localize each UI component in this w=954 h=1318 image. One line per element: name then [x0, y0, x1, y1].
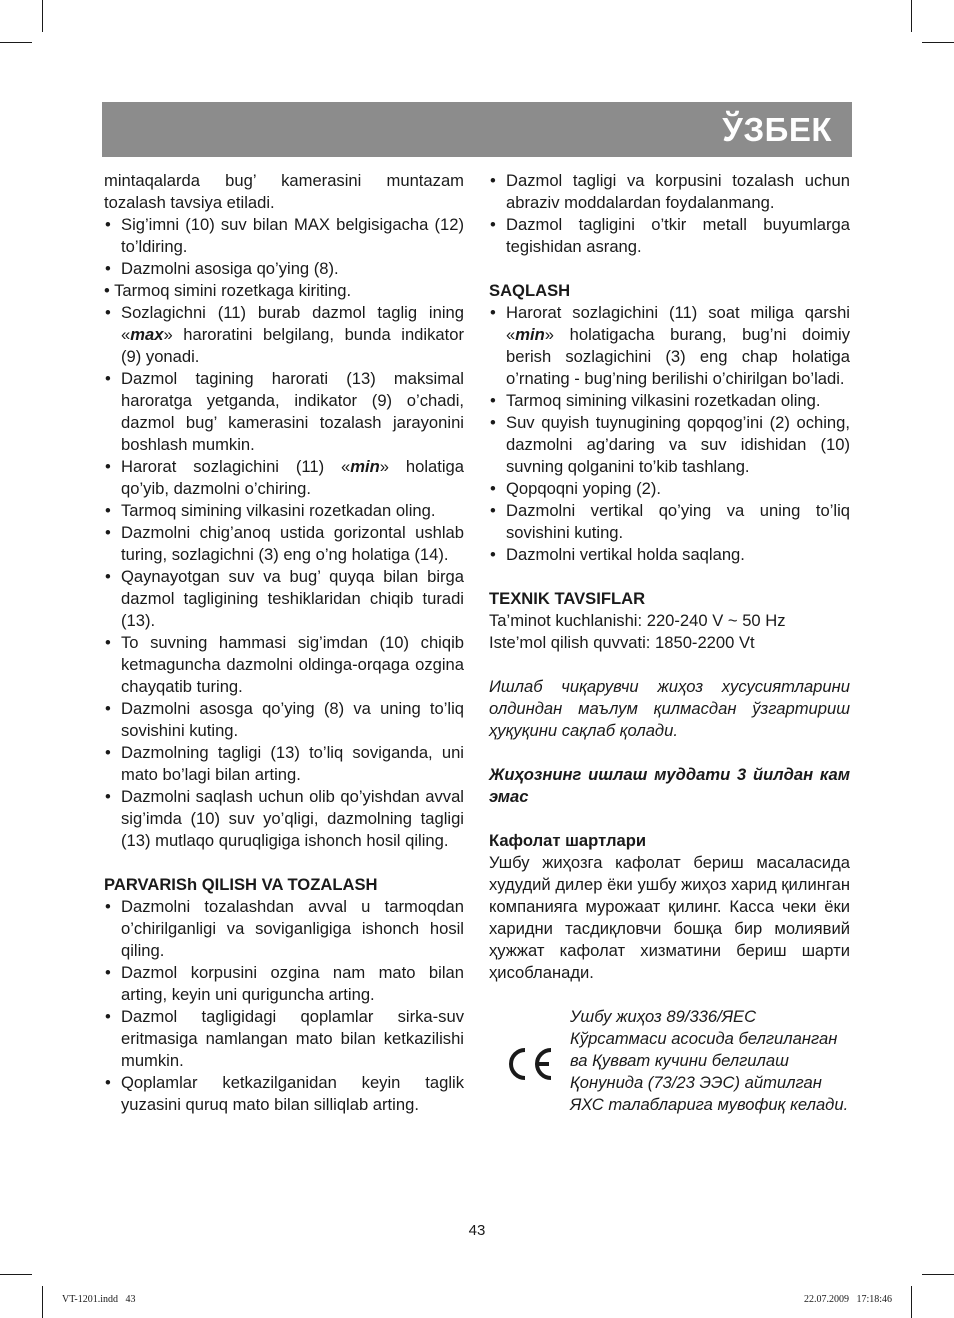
list-item-text: Sozlagichni (11) burab dazmol taglig ining «	[121, 303, 464, 344]
crop-mark	[0, 42, 32, 43]
list-item: • Dazmol tagligini o’tkir metall buyumlarga tegishidan asrang.	[489, 214, 850, 258]
instructions-list	[104, 214, 464, 280]
spec-voltage: Ta’minot kuchlanishi: 220-240 V ~ 50 Hz	[489, 611, 786, 630]
max-setting: max	[130, 325, 164, 344]
list-item: • Dazmolni asosga qo’ying (8) va uning to’liq sovishini kuting.	[104, 698, 464, 742]
list-item: • Qopqoqni yoping (2).	[489, 478, 850, 500]
list-item-text: Harorat sozlagichini (11) «	[121, 457, 351, 476]
list-item: • Dazmol tagining harorati (13) maksimal haroratga yetganda, indikator (9) o’chadi, dazmol bug’ kamerasini tozalash jarayonini boshlash mumkin.	[104, 368, 464, 456]
list-item: • Dazmol korpusini ozgina nam mato bilan arting, keyin uni quriguncha arting.	[104, 962, 464, 1006]
list-item: • Dazmolni vertikal qo’ying va uning to’liq sovishini kuting.	[489, 500, 850, 544]
list-item	[489, 302, 850, 390]
crop-mark	[922, 1274, 954, 1275]
language-title: ЎЗБЕК	[722, 111, 832, 148]
min-setting: min	[515, 325, 545, 344]
list-item: • Qoplamlar ketkazilganidan keyin taglik yuzasini quruq mato bilan silliqlab arting.	[104, 1072, 464, 1116]
lifetime-note: Жиҳознинг ишлаш муддати 3 йилдан кам эмас	[489, 765, 850, 806]
list-item	[104, 456, 464, 500]
spec-power: Iste’mol qilish quvvati: 1850-2200 Vt	[489, 633, 755, 652]
list-item: • Dazmolni asosiga qo’ying (8).	[104, 258, 464, 280]
crop-mark	[922, 42, 954, 43]
list-item-text: » holatigacha burang, bug’ni doimiy berish sozlagichini (3) eng chap holatiga o’rnating - bug’ning berilishi o’chirilgan bo’ladi.	[506, 325, 850, 388]
left-column	[104, 170, 464, 1116]
print-timestamp: 22.07.2009 17:18:46	[803, 1294, 892, 1305]
page-number: 43	[468, 1222, 486, 1239]
crop-mark	[0, 1274, 32, 1275]
care-list-continued	[489, 170, 850, 258]
list-item: • Dazmolni tozalashdan avval u tarmoqdan o’chirilganligi va soviganligiga ishonch hosil qiling.	[104, 896, 464, 962]
crop-mark	[42, 1286, 43, 1318]
list-item: • Dazmolning tagligi (13) to’liq soviganda, uni mato bo’lagi bilan arting.	[104, 742, 464, 786]
warranty-section-title: Кафолат шартлари	[489, 831, 647, 850]
storage-section-title: SAQLASH	[489, 281, 571, 300]
min-setting: min	[350, 457, 380, 476]
ce-compliance-block	[489, 1006, 850, 1138]
warranty-text: Ушбу жиҳозга кафолат бериш масаласида худудий дилер ёки ушбу жиҳоз харид қилинган компанияга мурожаат қилинг. Касса чеки ёки харидни тасдиқловчи бошқа бир молиявий ҳужжат кафолат хизматини бериш шарти ҳисобланади.	[489, 853, 850, 982]
language-header-bar	[102, 102, 852, 157]
list-item-text: Harorat sozlagichini (11) soat miliga qarshi «	[506, 303, 850, 344]
ce-mark-icon	[505, 1046, 555, 1082]
crop-mark	[911, 0, 912, 32]
list-item	[104, 302, 464, 368]
list-item: • Tarmoq simining vilkasini rozetkadan oling.	[489, 390, 850, 412]
list-item: • Dazmolni chig’anoq ustida gorizontal ushlab turing, sozlagichni (3) eng o’ng holatiga (14).	[104, 522, 464, 566]
right-column	[489, 170, 850, 1138]
ce-compliance-text: Ушбу жиҳоз 89/336/ЯЕС Кўрсатмаси асосида белгиланган ва Қувват кучини белгилаш Қонунида (73/23 ЭЭС) айтилган ЯХС талабларига мувофиқ келади.	[570, 1007, 849, 1114]
list-item: • Tarmoq simining vilkasini rozetkadan oling.	[104, 500, 464, 522]
care-section-title: PARVARISh QILISH VA TOZALASH	[104, 875, 378, 894]
list-item: • Dazmolni vertikal holda saqlang.	[489, 544, 850, 566]
list-item: • Dazmolni saqlash uchun olib qo’yishdan avval sig’imda (10) suv yo’qligi, dazmolning tagligi (13) mutlaqo quruqligiga ishonch hosil qiling.	[104, 786, 464, 852]
list-item-text: » holatiga qo’yib, dazmolni o’chiring.	[121, 457, 464, 498]
crop-mark	[42, 0, 43, 32]
list-item: • To suvning hammasi sig’imdan (10) chiqib ketmaguncha dazmolni oldinga-orqaga ozgina chayqatib turing.	[104, 632, 464, 698]
instructions-list-2	[104, 302, 464, 852]
list-item: • Suv quyish tuynugining qopqog’ini (2) oching, dazmolni ag’daring va suv idishidan (10) suvning qolganini to’kib tashlang.	[489, 412, 850, 478]
care-list	[104, 896, 464, 1116]
list-item: • Qaynayotgan suv va bug’ quyqa bilan birga dazmol tagligining teshiklaridan chiqib turadi (13).	[104, 566, 464, 632]
list-item-text: » haroratini belgilang, bunda indikator (9) yonadi.	[121, 325, 464, 366]
list-item-plain: • Tarmoq simini rozetkaga kiriting.	[104, 281, 352, 300]
list-item: • Dazmol tagligi va korpusini tozalash uchun abraziv moddalardan foydalanmang.	[489, 170, 850, 214]
crop-mark	[911, 1286, 912, 1318]
list-item: • Dazmol tagligidagi qoplamlar sirka-suv eritmasiga namlangan mato bilan ketkazilishi mumkin.	[104, 1006, 464, 1072]
manufacturer-note: Ишлаб чиқарувчи жиҳоз хусусиятларини олдиндан маълум қилмасдан ўзгартириш ҳуқуқини сақлаб қолади.	[489, 677, 850, 740]
storage-list	[489, 302, 850, 566]
list-item: • Sig’imni (10) suv bilan MAX belgisigacha (12) to’ldiring.	[104, 214, 464, 258]
specs-section-title: TEXNIK TAVSIFLAR	[489, 589, 646, 608]
intro-text: mintaqalarda bug’ kamerasini muntazam tozalash tavsiya etiladi.	[104, 171, 464, 212]
file-info: VT-1201.indd 43	[62, 1294, 136, 1305]
